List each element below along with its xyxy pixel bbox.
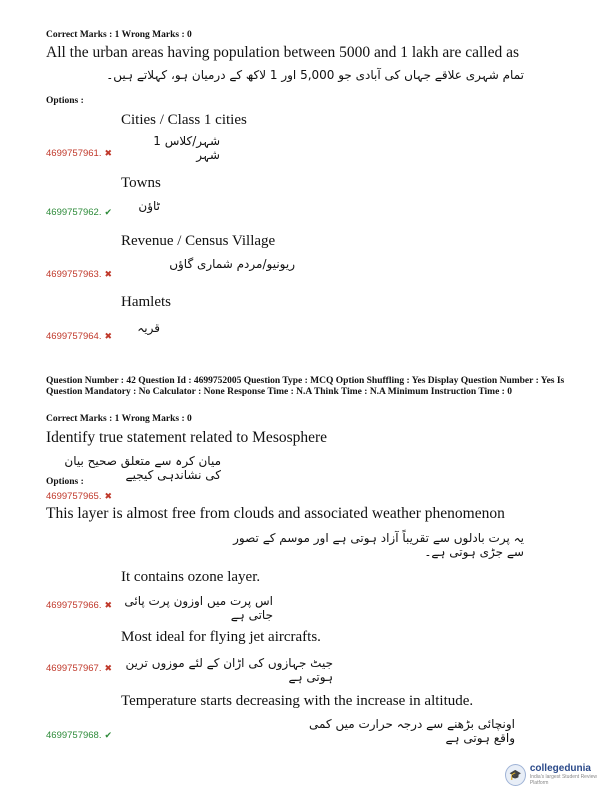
collegedunia-logo [505,764,612,786]
q42-marks: Correct Marks : 1 Wrong Marks : 0 [46,414,192,424]
q41-option-4-id: 4699757964. ✖ [46,331,113,342]
check-icon: ✔ [104,730,113,740]
q41-option-4-urdu: قریہ [137,321,160,335]
q42-option-3-text: Most ideal for flying jet aircrafts. [121,629,321,645]
cross-icon: ✖ [104,148,113,158]
q42-option-1-id: 4699757965. ✖ [46,491,113,502]
q42-option-2-id: 4699757966. ✖ [46,600,113,611]
cross-icon: ✖ [104,600,113,610]
q41-option-3-text: Revenue / Census Village [121,233,276,249]
q42-option-2-text: It contains ozone layer. [121,569,261,585]
graduate-cap-icon: 🎓 [505,764,526,786]
q41-option-2-urdu: ٹاؤن [138,199,160,213]
q41-question-text: All the urban areas having population between 5000 and 1 lakh are called as [46,44,520,61]
q41-option-1-text: Cities / Class 1 cities [121,112,247,128]
q41-question-text-urdu: تمام شہری علاقے جہاں کی آبادی جو 5,000 اور 1 لاکھ کے درمیان ہو، کہلاتے ہیں۔ [106,68,524,82]
q42-option-4-id: 4699757968. ✔ [46,730,113,741]
cross-icon: ✖ [104,331,113,341]
cross-icon: ✖ [104,491,113,501]
q42-option-1-text: This layer is almost free from clouds and associated weather phenomenon [46,505,505,522]
q41-option-4-text: Hamlets [121,294,171,310]
q41-option-2-text: Towns [121,175,161,191]
q42-question-text-urdu: میان کرہ سے متعلق صحیح بیان کی نشاندہی کیجیے [64,454,221,482]
logo-name: collegedunia [529,763,591,774]
logo-tagline: India's largest Student Review Platform [529,774,597,786]
q41-option-2-id: 4699757962. ✔ [46,207,113,218]
cross-icon: ✖ [104,269,113,279]
q41-marks: Correct Marks : 1 Wrong Marks : 0 [46,30,192,40]
q41-option-1-id: 4699757961. ✖ [46,148,113,159]
check-icon: ✔ [104,207,113,217]
q42-option-4-urdu: اونچائی بڑھنے سے درجہ حرارت میں کمی واقع ہوتی ہے [308,717,515,745]
q42-question-text: Identify true statement related to Mesosphere [46,429,328,446]
q41-options-label: Options : [46,96,84,106]
q42-option-2-urdu: اس پرت میں اوزون پرت پائی جاتی ہے [124,594,273,622]
q42-options-label: Options : [46,477,84,487]
q42-option-3-id: 4699757967. ✖ [46,663,113,674]
q41-option-3-urdu: ریونیو/مردم شماری گاؤں [169,257,295,271]
q42-option-3-urdu: جیٹ جہازوں کی اڑان کے لئے موزوں ترین ہوتی ہے [125,656,333,684]
q41-option-3-id: 4699757963. ✖ [46,269,113,280]
q42-header: Question Number : 42 Question Id : 4699752005 Question Type : MCQ Option Shuffling : Yes Display Question Number : Yes Is Question Mandatory : No Calculator : None Response Time : N.A Think Time : N.A Minimum Instruction Time : 0 [46,376,565,397]
cross-icon: ✖ [104,663,113,673]
q42-option-4-text: Temperature starts decreasing with the increase in altitude. [121,693,474,709]
q41-option-1-urdu: شہر/کلاس 1 شہر [153,134,220,162]
q42-option-1-urdu: یہ پرت بادلوں سے تقریباً آزاد ہوتی ہے اور موسم کے تصور سے جڑی ہوتی ہے۔ [233,531,524,559]
